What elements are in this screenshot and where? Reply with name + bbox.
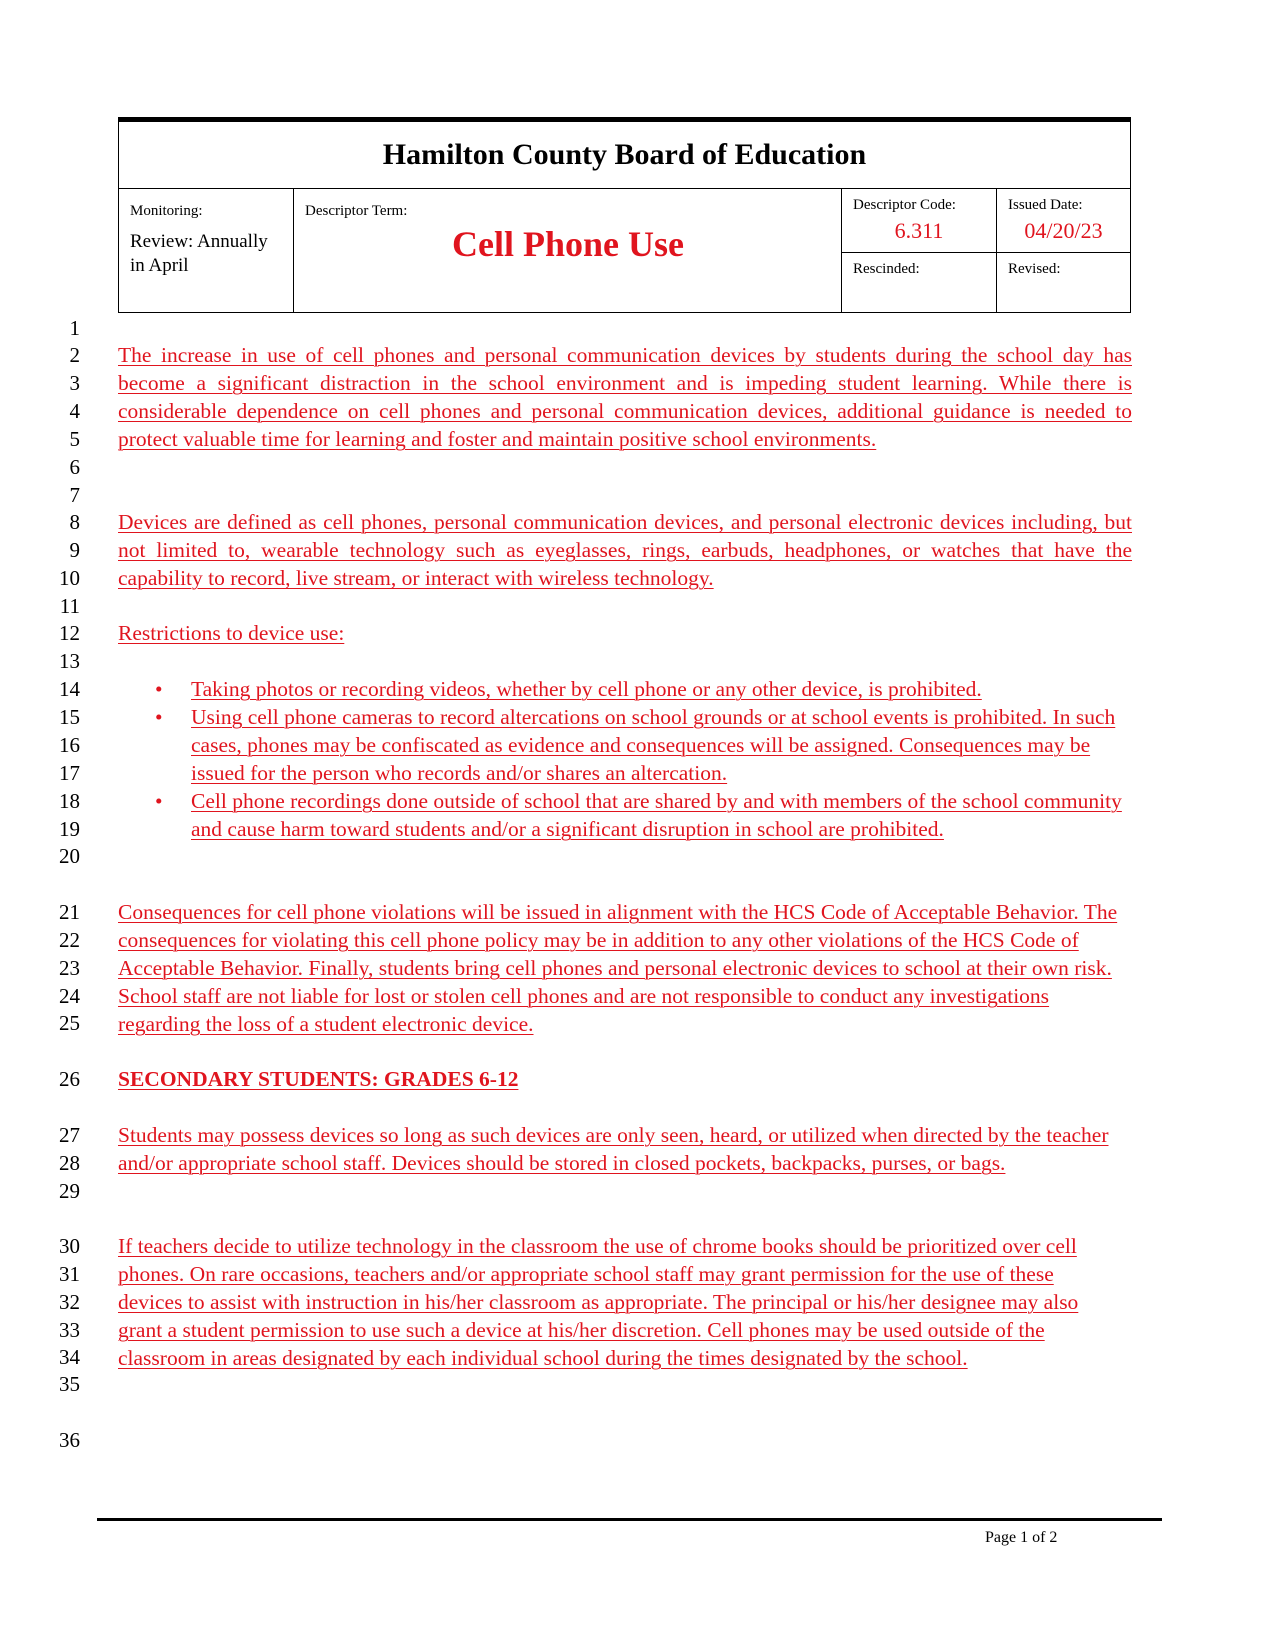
line-number: 32 bbox=[59, 1290, 80, 1314]
line-number: 21 bbox=[59, 900, 80, 924]
line-number: 26 bbox=[59, 1067, 80, 1091]
bullet-icon: • bbox=[155, 789, 163, 813]
line-number: 30 bbox=[59, 1234, 80, 1258]
policy-header-table bbox=[118, 117, 1131, 313]
descriptor-code-cell bbox=[842, 189, 997, 253]
line-number: 5 bbox=[69, 427, 80, 451]
line-number: 28 bbox=[59, 1151, 80, 1175]
line-number: 35 bbox=[59, 1372, 80, 1396]
line-number: 17 bbox=[59, 761, 80, 785]
line-number: 6 bbox=[69, 455, 80, 479]
list-item bbox=[118, 703, 1132, 787]
line-number: 23 bbox=[59, 956, 80, 980]
line-number: 10 bbox=[59, 566, 80, 590]
descriptor-code: 6.311 bbox=[894, 218, 944, 243]
list-item-text: Taking photos or recording videos, whether by cell phone or any other device, is prohibited. bbox=[191, 677, 982, 701]
revised-label: Revised: bbox=[1008, 261, 1061, 277]
organization-title: Hamilton County Board of Education bbox=[119, 122, 1130, 189]
line-number: 14 bbox=[59, 677, 80, 701]
descriptor-code-label: Descriptor Code: bbox=[853, 197, 956, 213]
line-number: 24 bbox=[59, 984, 80, 1008]
monitoring-cell bbox=[119, 189, 294, 313]
line-number: 3 bbox=[69, 371, 80, 395]
monitoring-value: Review: Annually in April bbox=[130, 231, 268, 276]
line-number: 11 bbox=[59, 594, 80, 618]
line-number: 9 bbox=[69, 538, 80, 562]
line-number: 1 bbox=[69, 316, 80, 340]
list-item bbox=[118, 675, 1132, 703]
footer-divider bbox=[97, 1518, 1162, 1521]
bullet-icon: • bbox=[155, 705, 163, 729]
line-number: 20 bbox=[59, 844, 80, 868]
descriptor-term-label: Descriptor Term: bbox=[305, 203, 408, 219]
line-number: 31 bbox=[59, 1262, 80, 1286]
line-number: 16 bbox=[59, 733, 80, 757]
rescinded-label: Rescinded: bbox=[853, 261, 920, 277]
line-number: 34 bbox=[59, 1345, 80, 1369]
line-number: 13 bbox=[59, 649, 80, 673]
line-number: 25 bbox=[59, 1011, 80, 1035]
line-number: 12 bbox=[59, 621, 80, 645]
list-item-text: Using cell phone cameras to record altercations on school grounds or at school events is prohibited. In such cases, phones may be confiscated as evidence and consequences will be assigned. Consequences may be issued for the person who records and/or shares an altercation. bbox=[191, 705, 1116, 785]
page-number: Page 1 of 2 bbox=[985, 1529, 1058, 1546]
line-number: 4 bbox=[69, 399, 80, 423]
list-item-text: Cell phone recordings done outside of school that are shared by and with members of the school community and cause harm toward students and/or a significant disruption in school are prohibited. bbox=[191, 789, 1122, 841]
intro-paragraph: The increase in use of cell phones and personal communication devices by students during the school day has become a significant distraction in the school environment and is impeding student learning. While there is considerable dependence on cell phones and personal communication devices, additional guidance is needed to protect valuable time for learning and foster and maintain positive school environments. bbox=[118, 343, 1132, 451]
line-number: 15 bbox=[59, 705, 80, 729]
device-definition-paragraph: Devices are defined as cell phones, personal communication devices, and personal electronic devices including, but not limited to, wearable technology such as eyeglasses, rings, earbuds, headphones, or watches that have the capability to record, live stream, or interact with wireless technology. bbox=[118, 510, 1132, 590]
line-number: 36 bbox=[59, 1428, 80, 1452]
line-number: 19 bbox=[59, 817, 80, 841]
monitoring-label: Monitoring: bbox=[130, 203, 203, 219]
possession-paragraph: Students may possess devices so long as such devices are only seen, heard, or utilized when directed by the teacher and/or appropriate school staff. Devices should be stored in closed pockets, backpacks, purses, or bags. bbox=[118, 1123, 1109, 1175]
list-item bbox=[118, 787, 1132, 843]
rescinded-cell bbox=[842, 253, 997, 313]
descriptor-term: Cell Phone Use bbox=[452, 224, 684, 264]
issued-date-label: Issued Date: bbox=[1008, 197, 1083, 213]
issued-date-cell bbox=[997, 189, 1130, 253]
bullet-icon: • bbox=[155, 677, 163, 701]
restrictions-list bbox=[118, 675, 1132, 843]
consequences-paragraph: Consequences for cell phone violations will be issued in alignment with the HCS Code of Acceptable Behavior. The consequences for violating this cell phone policy may be in addition to any other violations of the HCS Code of Acceptable Behavior. Finally, students bring cell phones and personal electronic devices to school at their own risk. School staff are not liable for lost or stolen cell phones and are not responsible to conduct any investigations regarding the loss of a student electronic device. bbox=[118, 900, 1118, 1036]
issued-date: 04/20/23 bbox=[1024, 218, 1103, 243]
descriptor-term-cell bbox=[294, 189, 842, 313]
restrictions-heading: Restrictions to device use: bbox=[118, 621, 345, 645]
line-number: 2 bbox=[69, 343, 80, 367]
line-number: 27 bbox=[59, 1123, 80, 1147]
line-number: 22 bbox=[59, 928, 80, 952]
classroom-use-paragraph: If teachers decide to utilize technology in the classroom the use of chrome books should be prioritized over cell phones. On rare occasions, teachers and/or appropriate school staff may grant permission for the use of these devices to assist with instruction in his/her classroom as appropriate. The principal or his/her designee may also grant a student permission to use such a device at his/her discretion. Cell phones may be used outside of the classroom in areas designated by each individual school during the times designated by the school. bbox=[118, 1234, 1079, 1370]
line-number: 7 bbox=[69, 483, 80, 507]
line-number: 33 bbox=[59, 1318, 80, 1342]
secondary-students-heading: SECONDARY STUDENTS: GRADES 6-12 bbox=[118, 1067, 519, 1091]
line-number: 18 bbox=[59, 789, 80, 813]
revised-cell bbox=[997, 253, 1130, 313]
line-number: 29 bbox=[59, 1179, 80, 1203]
line-number: 8 bbox=[69, 510, 80, 534]
